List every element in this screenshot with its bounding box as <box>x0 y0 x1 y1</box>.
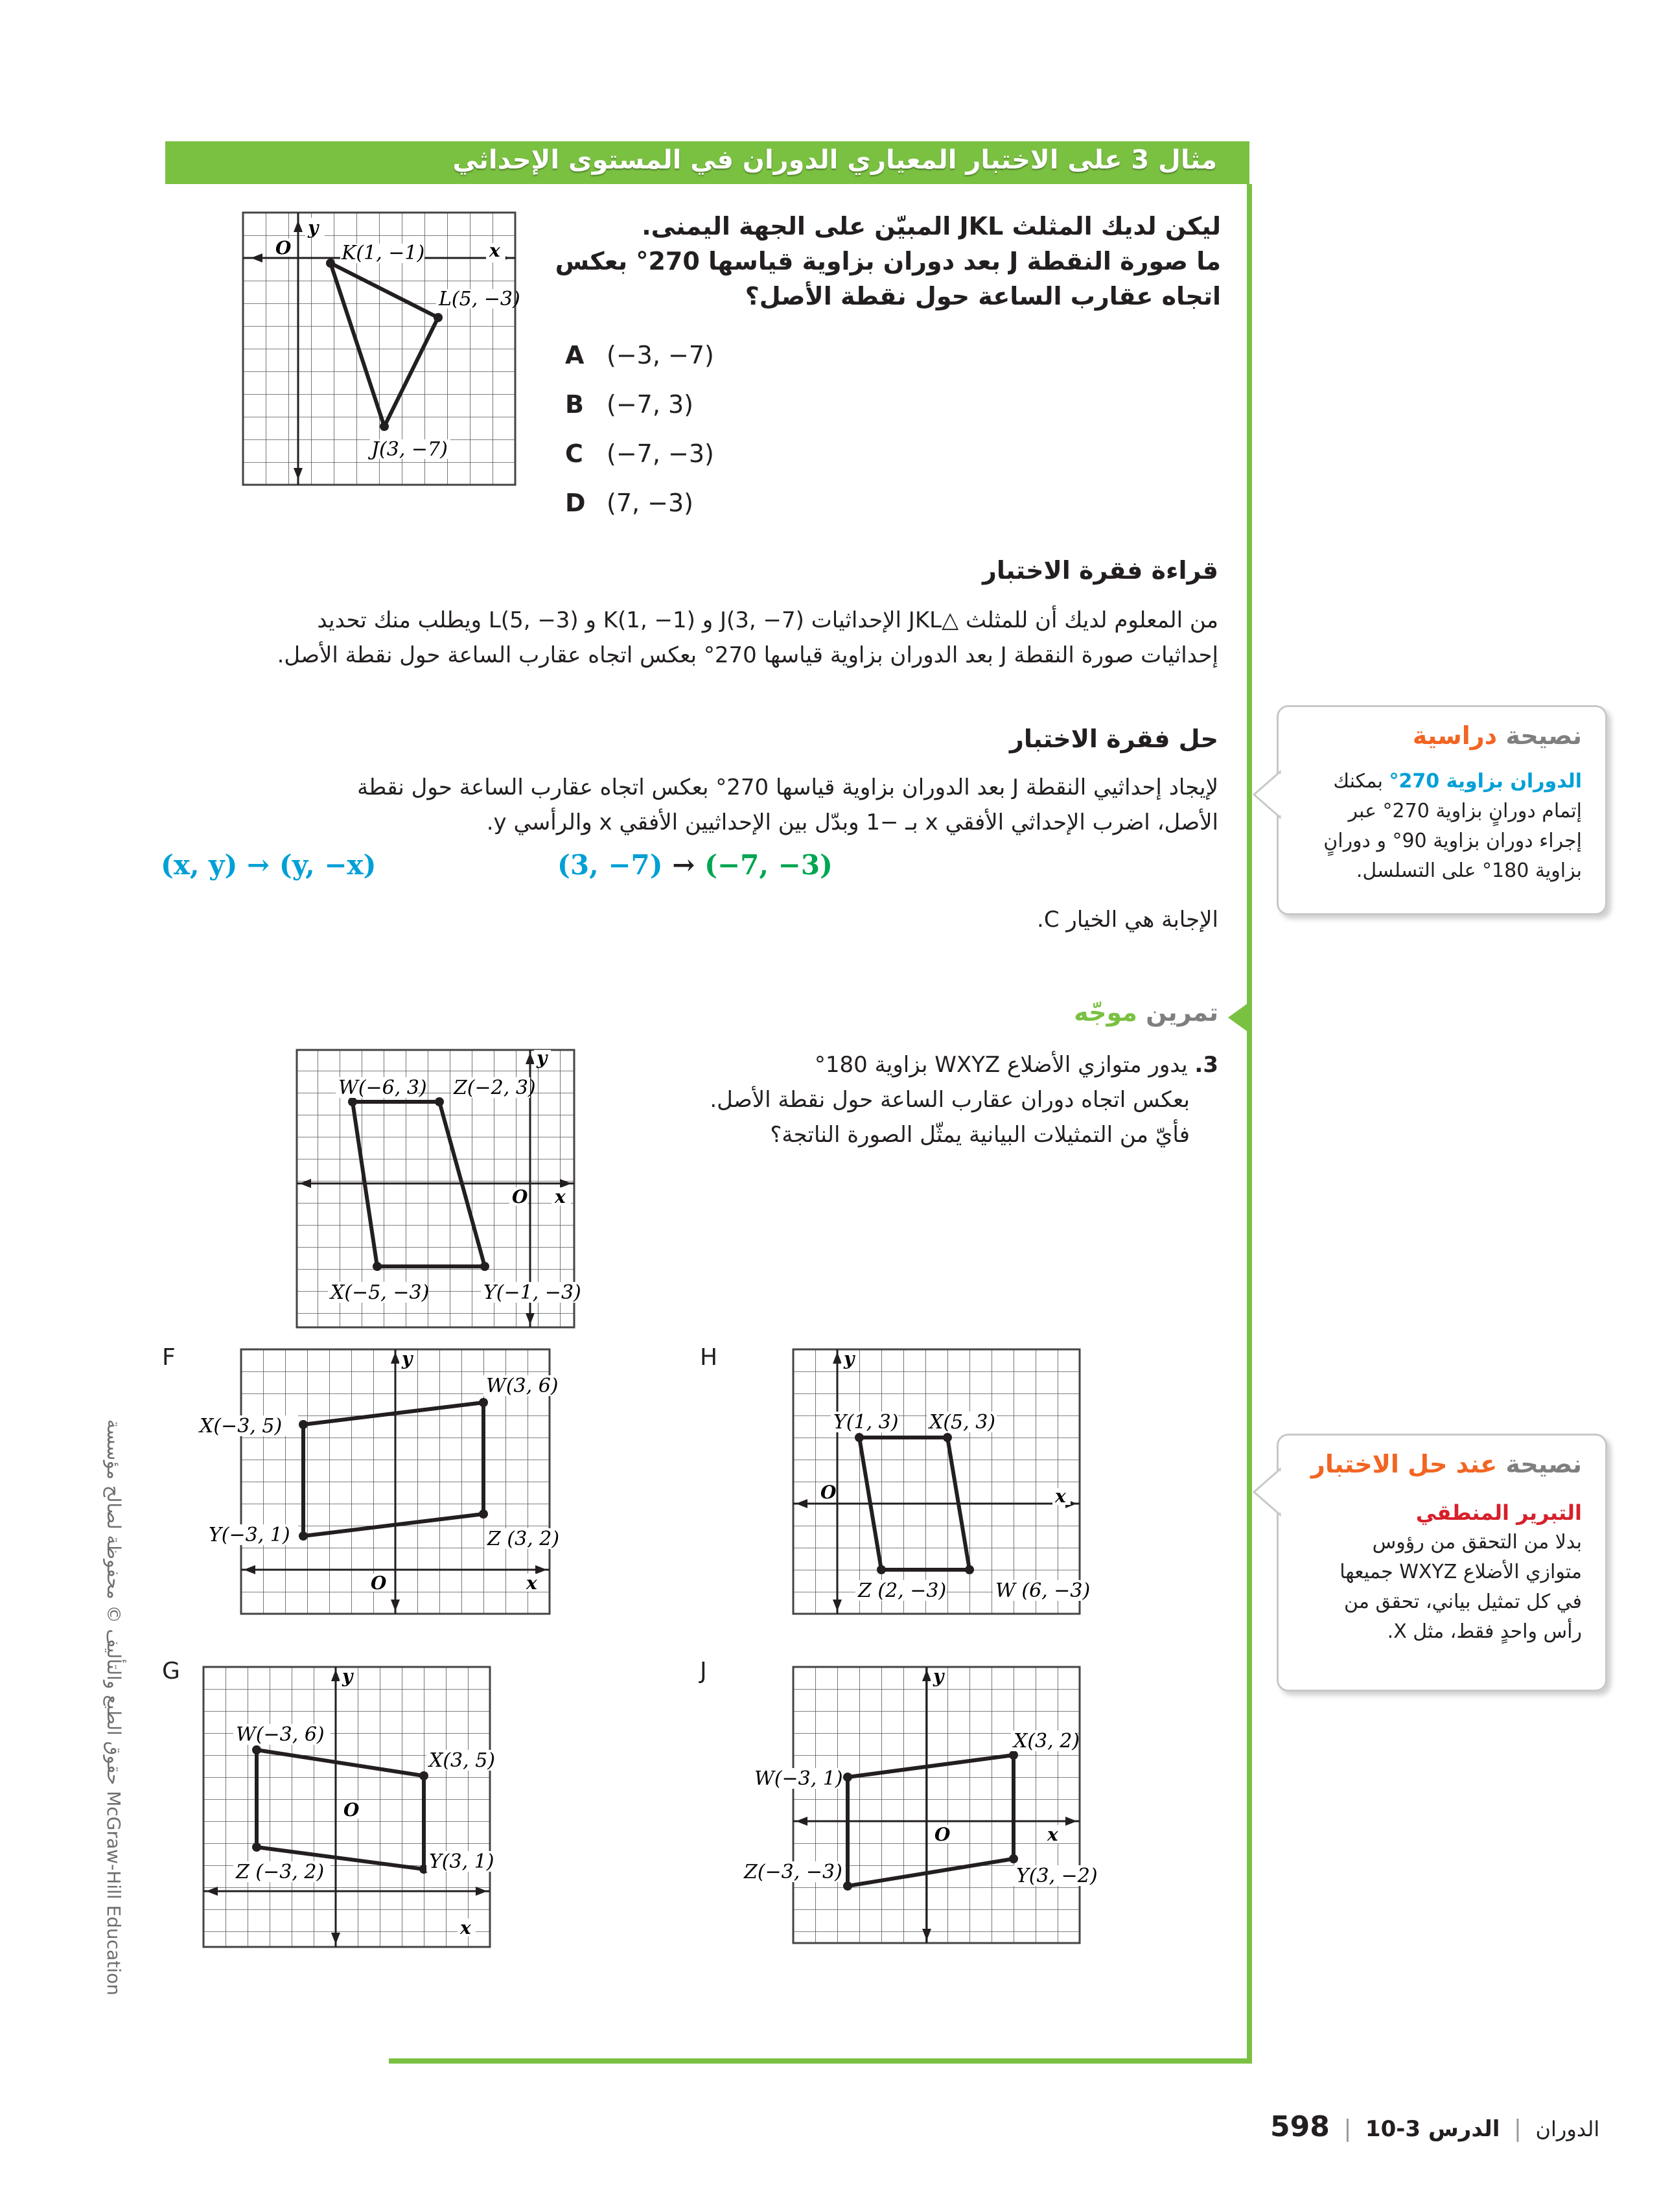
example-header <box>165 141 1249 184</box>
option-j-graph[interactable] <box>739 1659 1098 1951</box>
main-x-label: X(−5, −3) <box>331 1281 430 1304</box>
option-g-graph[interactable] <box>194 1659 518 1951</box>
guided-pointer-triangle <box>1228 1001 1251 1034</box>
h-origin: O <box>820 1482 837 1503</box>
main-z-label: Z(−2, 3) <box>454 1077 536 1099</box>
test-tip-subtitle: التبرير المنطقي <box>1415 1500 1582 1525</box>
triangle-graph <box>243 213 522 491</box>
vertex-k-label: K(1, −1) <box>342 242 425 264</box>
f-origin: O <box>371 1572 387 1594</box>
g-axis-y: y <box>342 1666 353 1687</box>
h-axis-x: x <box>1055 1485 1066 1507</box>
choice-a[interactable]: A (−3, −7) <box>565 341 714 369</box>
f-w-label: W(3, 6) <box>486 1375 559 1397</box>
solve-text <box>233 770 1218 840</box>
j-y-label: Y(3, −2) <box>1016 1865 1098 1887</box>
green-frame-bottom <box>389 2058 1252 2064</box>
g-w-label: W(−3, 6) <box>236 1723 325 1746</box>
option-f-letter: F <box>162 1344 176 1371</box>
choice-d[interactable]: D (7, −3) <box>565 489 694 517</box>
option-g-letter: G <box>162 1658 180 1684</box>
page-number: 598 <box>1270 2110 1330 2143</box>
read-heading: قراءة فقرة الاختبار <box>982 556 1218 585</box>
guided-label: تمرين موجّه <box>1074 998 1218 1027</box>
h-y-label: Y(1, 3) <box>833 1411 899 1434</box>
option-h-graph[interactable] <box>784 1343 1108 1628</box>
question-text <box>508 209 1221 314</box>
g-origin: O <box>343 1799 360 1821</box>
footer-lesson: الدرس 3-10 <box>1365 2116 1500 2142</box>
answer-choices <box>565 331 714 528</box>
answer-statement: الإجابة هي الخيار C. <box>1037 907 1218 933</box>
main-axis-x: x <box>555 1186 566 1207</box>
read-line-2: إحداثيات صورة النقطة J بعد الدوران بزاوية قياسها 270° بعكس اتجاه عقارب الساعة حول نقطة الأصل. <box>277 642 1218 668</box>
h-axis-y: y <box>844 1348 855 1369</box>
main-y-label: Y(−1, −3) <box>483 1281 581 1304</box>
f-axis-y: y <box>402 1348 413 1369</box>
page-footer: الدوران | الدرس 3-10 | 598 <box>1270 2110 1600 2143</box>
option-f-graph[interactable] <box>194 1343 560 1628</box>
choice-b[interactable]: B (−7, 3) <box>565 390 694 419</box>
question-line-3: اتجاه عقارب الساعة حول نقطة الأصل؟ <box>745 282 1221 310</box>
study-tip-body: الدوران بزاوية 270° بمكنك إتمام دورانٍ بزاوية 270° عبر إجراء دوران بزاوية 90° و دورانٍ بزاوية 180° على التسلسل. <box>1323 770 1582 882</box>
example-arrow: → <box>672 849 695 881</box>
rotation-example <box>557 849 833 881</box>
study-tip-pointer <box>1253 772 1281 817</box>
read-line-1: من المعلوم لديك أن للمثلث △JKL الإحداثيات J(3, −7) و K(1, −1) و L(5, −3) ويطلب منك تحديد <box>317 607 1218 633</box>
test-tip-title: نصيحة عند حل الاختبار <box>1311 1450 1582 1478</box>
guided-question: 3. يدور متوازي الأضلاع WXYZ بزاوية 180° بعكس اتجاه دوران عقارب الساعة حول نقطة الأصل. فأيّ من التمثيلات البيانية يمثّل الصورة الناتجة؟ <box>710 1052 1218 1148</box>
j-x-label: X(3, 2) <box>1014 1730 1080 1752</box>
solve-line-1: لإيجاد إحداثيي النقطة J بعد الدوران بزاوية قياسها 270° بعكس اتجاه عقارب الساعة حول نقطة <box>357 774 1218 800</box>
solve-line-2: الأصل، اضرب الإحداثي الأفقي x بـ −1 وبدّل بين الإحداثيين الأفقي x والرأسي y. <box>486 809 1218 835</box>
question-line-1: ليكن لديك المثلث JKL المبيّن على الجهة اليمنى. <box>642 212 1221 240</box>
g-axis-x: x <box>460 1917 471 1938</box>
read-text <box>143 603 1218 673</box>
test-tip-body: التبرير المنطقي بدلا من التحقق من رؤوس متوازي الأضلاع WXYZ جميعها في كل تمثيل بياني، تحقق من رأس واحدٍ فقط، مثل X. <box>1297 1498 1582 1647</box>
g-z-label: Z (−3, 2) <box>236 1861 325 1883</box>
f-z-label: Z (3, 2) <box>487 1528 560 1550</box>
option-h-letter: H <box>700 1344 718 1371</box>
study-tip-title: نصيحة دراسية <box>1412 721 1582 750</box>
option-j-letter: J <box>700 1658 707 1684</box>
main-w-label: W(−6, 3) <box>338 1077 427 1099</box>
h-z-label: Z (2, −3) <box>858 1579 947 1602</box>
axis-y-label: y <box>308 217 319 239</box>
vertex-l-label: L(5, −3) <box>439 288 520 310</box>
h-w-label: W (6, −3) <box>995 1579 1091 1602</box>
rotation-rule: (x, y) → (y, −x) <box>161 849 377 881</box>
question-line-2: ما صورة النقطة J بعد دوران بزاوية قياسها 270° بعكس <box>555 247 1221 275</box>
origin-label: O <box>275 237 292 259</box>
solve-heading: حل فقرة الاختبار <box>1010 725 1218 753</box>
f-axis-x: x <box>526 1572 537 1594</box>
footer-topic: الدوران <box>1535 2117 1600 2141</box>
main-axis-y: y <box>537 1047 548 1069</box>
parallelogram-graph <box>296 1049 587 1331</box>
study-tip-box <box>1277 705 1607 915</box>
j-origin: O <box>934 1824 951 1845</box>
axis-x-label: x <box>489 240 500 261</box>
vertex-j-label: J(3, −7) <box>371 438 448 461</box>
j-z-label: Z(−3, −3) <box>744 1861 842 1883</box>
j-axis-y: y <box>933 1666 944 1687</box>
test-tip-box <box>1277 1434 1607 1692</box>
g-x-label: X(3, 5) <box>429 1749 496 1772</box>
choice-c[interactable]: C (−7, −3) <box>565 439 714 468</box>
green-frame-right <box>1247 184 1252 2064</box>
example-image: (−7, −3) <box>704 849 833 881</box>
j-axis-x: x <box>1047 1824 1058 1845</box>
g-y-label: Y(3, 1) <box>429 1850 494 1873</box>
example-title: مثال 3 على الاختبار المعياري الدوران في المستوى الإحداثي <box>452 145 1217 175</box>
example-original: (3, −7) <box>557 849 663 881</box>
j-w-label: W(−3, 1) <box>754 1767 843 1790</box>
f-x-label: X(−3, 5) <box>200 1415 283 1438</box>
guided-number: 3. <box>1194 1052 1218 1078</box>
f-y-label: Y(−3, 1) <box>209 1524 290 1546</box>
main-origin: O <box>512 1186 528 1207</box>
copyright-vertical: حقوق الطبع والتأليف © محفوظة لصالح مؤسسة McGraw-Hill Education <box>103 1419 124 1996</box>
h-x-label: X(5, 3) <box>929 1411 996 1434</box>
test-tip-pointer <box>1253 1469 1281 1515</box>
study-tip-subtitle: الدوران بزاوية 270° <box>1389 770 1582 793</box>
